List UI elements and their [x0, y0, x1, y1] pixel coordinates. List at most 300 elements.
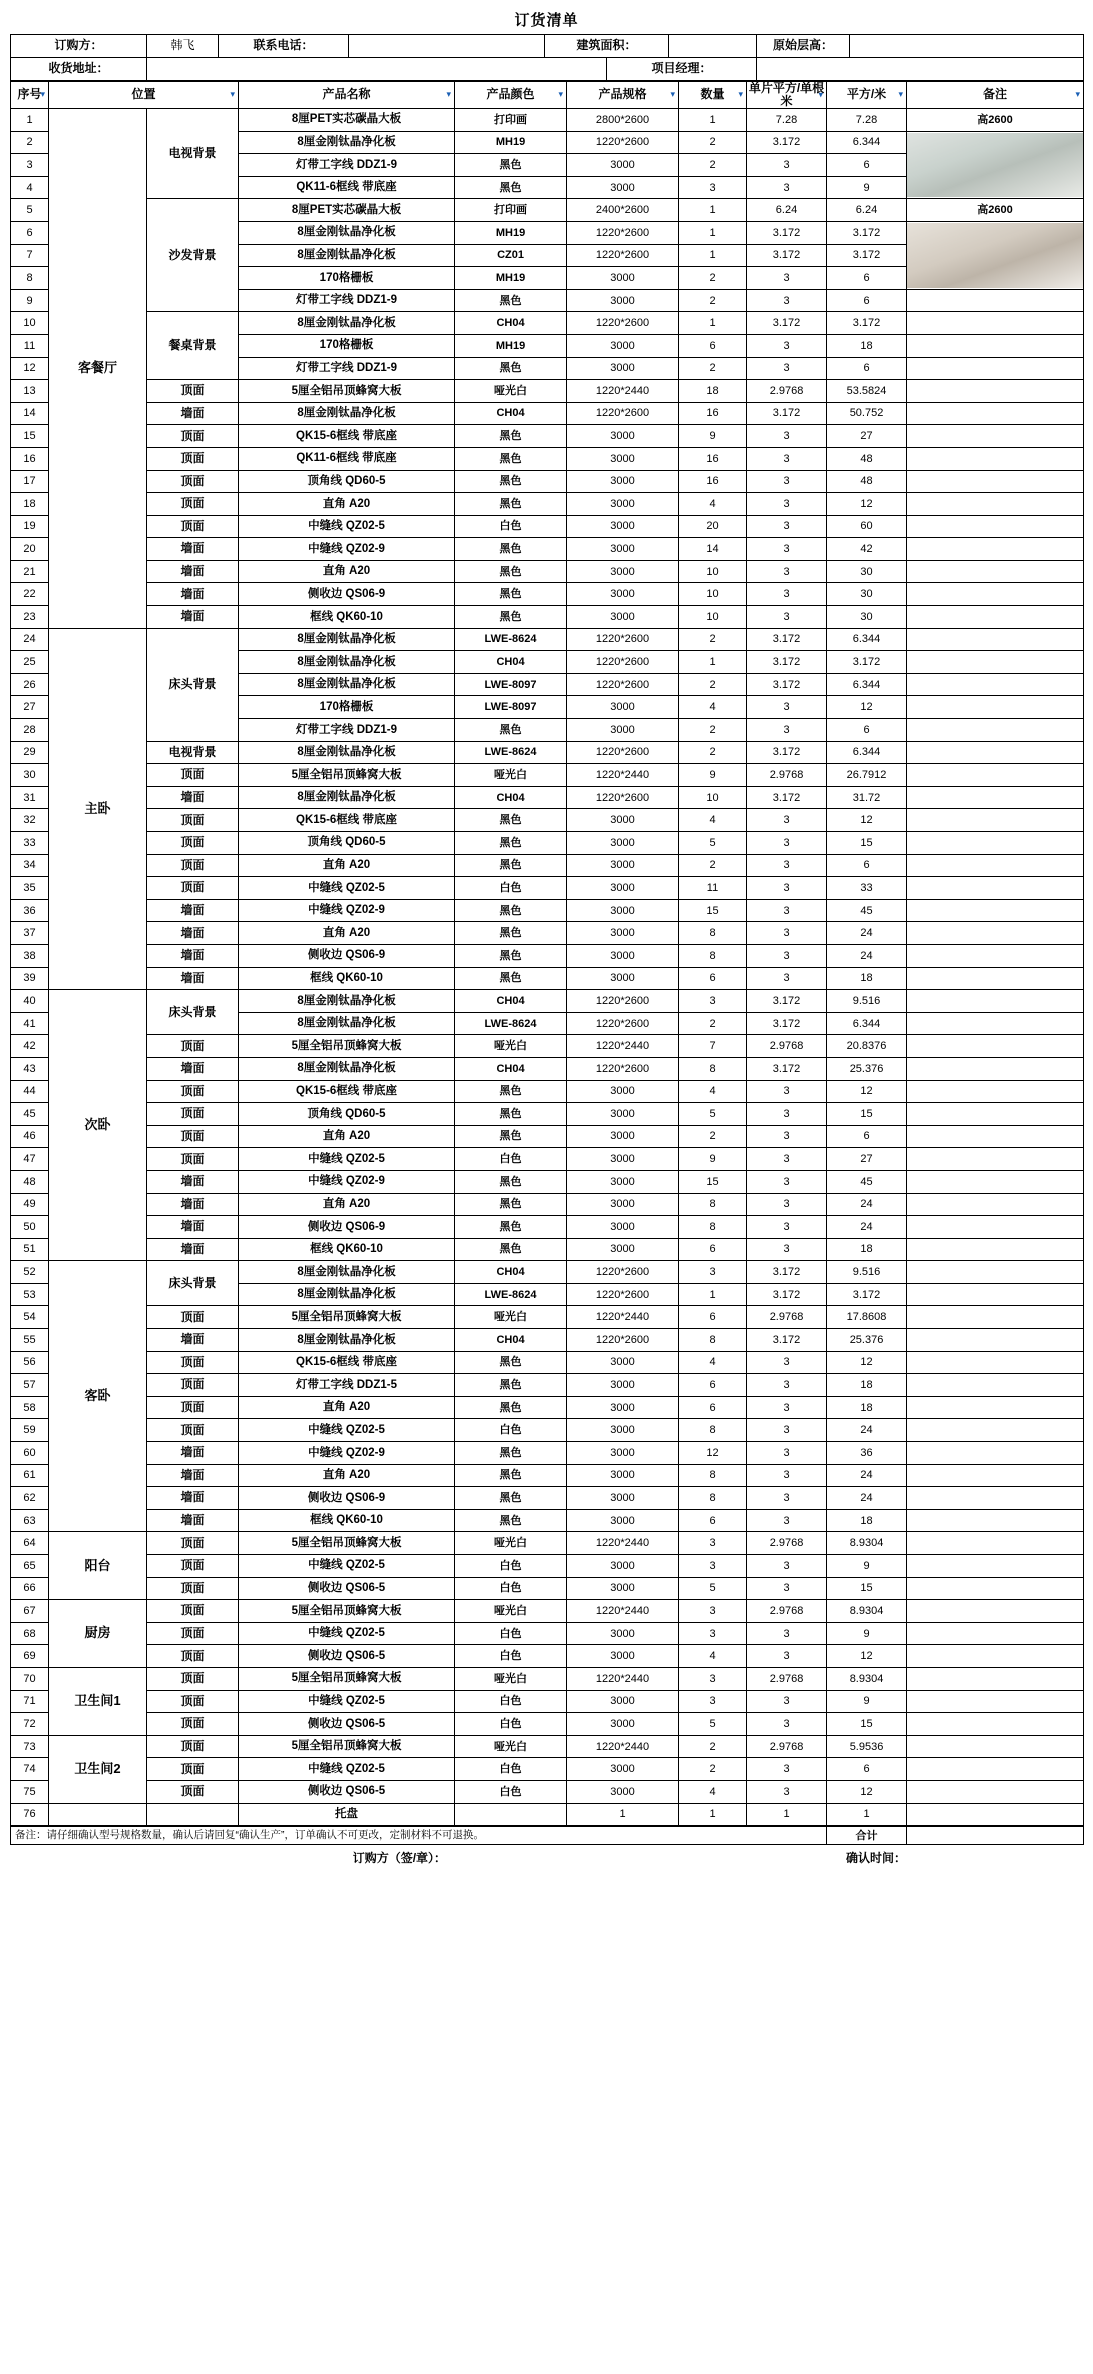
col-total[interactable]: 平方/米 ▾ [827, 82, 907, 109]
cell-color: 白色 [455, 515, 567, 538]
cell-unit-area: 3 [747, 1238, 827, 1261]
cell-color: 白色 [455, 1419, 567, 1442]
table-row[interactable] [11, 402, 1084, 425]
cell-product-name: 顶角线 QD60-5 [239, 832, 455, 855]
cell-color: 黑色 [455, 1170, 567, 1193]
col-product-name[interactable]: 产品名称 ▾ [239, 82, 455, 109]
table-row[interactable] [11, 1193, 1084, 1216]
cell-spec: 3000 [567, 967, 679, 990]
cell-remark [907, 402, 1084, 425]
cell-remark: 高2600 [907, 109, 1084, 132]
cell-remark [907, 1057, 1084, 1080]
cell-total: 9.516 [827, 990, 907, 1013]
table-row[interactable] [11, 1238, 1084, 1261]
table-row[interactable] [11, 1396, 1084, 1419]
cell-unit-area: 3 [747, 696, 827, 719]
cell-no: 27 [11, 696, 49, 719]
table-row[interactable] [11, 1735, 1084, 1758]
cell-no: 17 [11, 470, 49, 493]
cell-qty: 8 [679, 1464, 747, 1487]
cell-no: 4 [11, 176, 49, 199]
cell-unit-area: 6.24 [747, 199, 827, 222]
table-row[interactable] [11, 1758, 1084, 1781]
cell-total: 30 [827, 560, 907, 583]
col-location[interactable]: 位置 ▾ [49, 82, 239, 109]
cell-product-name: 8厘金刚钛晶净化板 [239, 1012, 455, 1035]
cell-area: 次卧 [49, 990, 147, 1261]
cell-total: 17.8608 [827, 1306, 907, 1329]
cell-spec: 1220*2600 [567, 131, 679, 154]
cell-unit-area: 3 [747, 1622, 827, 1645]
cell-product-name: QK15-6框线 带底座 [239, 1080, 455, 1103]
cell-unit-area: 3 [747, 1374, 827, 1397]
cell-total: 24 [827, 1487, 907, 1510]
cell-spec: 1220*2600 [567, 1283, 679, 1306]
cell-qty: 18 [679, 380, 747, 403]
table-row[interactable] [11, 741, 1084, 764]
cell-remark [907, 606, 1084, 629]
table-row[interactable] [11, 1645, 1084, 1668]
cell-remark [907, 1012, 1084, 1035]
table-row[interactable] [11, 380, 1084, 403]
cell-qty: 12 [679, 1442, 747, 1465]
cell-unit-area: 3 [747, 1758, 827, 1781]
table-row[interactable] [11, 854, 1084, 877]
cell-total: 3.172 [827, 312, 907, 335]
cell-spec: 3000 [567, 425, 679, 448]
cell-remark [907, 447, 1084, 470]
cell-unit-area: 3 [747, 854, 827, 877]
cell-color: 黑色 [455, 1351, 567, 1374]
cell-spec: 3000 [567, 1690, 679, 1713]
cell-color: 黑色 [455, 1125, 567, 1148]
area-value[interactable] [669, 35, 757, 58]
cell-spec: 3000 [567, 854, 679, 877]
cell-color: 黑色 [455, 1396, 567, 1419]
cell-color: CZ01 [455, 244, 567, 267]
table-row[interactable] [11, 1667, 1084, 1690]
cell-qty: 11 [679, 877, 747, 900]
cell-product-name: 灯带工字线 DDZ1-9 [239, 719, 455, 742]
cell-remark [907, 1419, 1084, 1442]
cell-zone: 墙面 [147, 402, 239, 425]
cell-remark [907, 990, 1084, 1013]
table-row[interactable] [11, 1351, 1084, 1374]
col-spec[interactable]: 产品规格 ▾ [567, 82, 679, 109]
phone-value[interactable] [349, 35, 545, 58]
manager-value[interactable] [757, 58, 1084, 81]
cell-no: 65 [11, 1555, 49, 1578]
table-row[interactable] [11, 1622, 1084, 1645]
cell-no: 23 [11, 606, 49, 629]
cell-total: 6.344 [827, 628, 907, 651]
table-row[interactable] [11, 1577, 1084, 1600]
table-row[interactable] [11, 538, 1084, 561]
cell-no: 24 [11, 628, 49, 651]
order-header-table [10, 34, 1084, 81]
cell-unit-area: 3 [747, 1193, 827, 1216]
table-row[interactable] [11, 1419, 1084, 1442]
table-row[interactable] [11, 447, 1084, 470]
cell-spec: 1220*2600 [567, 1329, 679, 1352]
cell-spec: 3000 [567, 515, 679, 538]
cell-unit-area: 3 [747, 583, 827, 606]
order-items-table [10, 81, 1084, 1826]
table-row[interactable] [11, 560, 1084, 583]
cell-color: 白色 [455, 1645, 567, 1668]
cell-remark [907, 764, 1084, 787]
cell-product-name: 8厘PET实芯碳晶大板 [239, 199, 455, 222]
table-row[interactable] [11, 470, 1084, 493]
cell-product-name: 中缝线 QZ02-9 [239, 538, 455, 561]
cell-qty: 1 [679, 244, 747, 267]
cell-color: 打印画 [455, 199, 567, 222]
cell-product-name: 8厘金刚钛晶净化板 [239, 221, 455, 244]
cell-zone: 顶面 [147, 493, 239, 516]
cell-no: 42 [11, 1035, 49, 1058]
cell-zone: 顶面 [147, 1080, 239, 1103]
cell-zone: 墙面 [147, 1487, 239, 1510]
cell-spec: 1220*2600 [567, 1057, 679, 1080]
cell-no: 73 [11, 1735, 49, 1758]
cell-spec: 1220*2600 [567, 786, 679, 809]
cell-color: 白色 [455, 1713, 567, 1736]
cell-spec: 3000 [567, 538, 679, 561]
cell-unit-area: 3 [747, 357, 827, 380]
cell-remark [907, 289, 1084, 312]
table-row[interactable] [11, 606, 1084, 629]
cell-spec: 1220*2600 [567, 673, 679, 696]
cell-qty: 9 [679, 1148, 747, 1171]
table-row[interactable] [11, 944, 1084, 967]
cell-qty: 3 [679, 990, 747, 1013]
cell-total: 50.752 [827, 402, 907, 425]
table-row[interactable] [11, 1057, 1084, 1080]
cell-product-name: QK11-6框线 带底座 [239, 176, 455, 199]
cell-spec: 1220*2440 [567, 1735, 679, 1758]
cell-unit-area: 3 [747, 1464, 827, 1487]
cell-unit-area: 2.9768 [747, 1600, 827, 1623]
cell-color: 哑光白 [455, 1735, 567, 1758]
cell-remark [907, 877, 1084, 900]
cell-total: 6 [827, 154, 907, 177]
buyer-label: 订购方： [11, 35, 147, 58]
cell-unit-area: 1 [747, 1803, 827, 1826]
cell-spec: 3000 [567, 493, 679, 516]
cell-total: 12 [827, 809, 907, 832]
cell-remark [907, 1487, 1084, 1510]
cell-product-name: 8厘金刚钛晶净化板 [239, 244, 455, 267]
table-row[interactable] [11, 1103, 1084, 1126]
cell-product-name: 框线 QK60-10 [239, 967, 455, 990]
cell-product-name: 侧收边 QS06-5 [239, 1780, 455, 1803]
cell-spec: 1220*2600 [567, 1261, 679, 1284]
cell-zone: 顶面 [147, 1758, 239, 1781]
cell-spec: 3000 [567, 1080, 679, 1103]
table-row[interactable] [11, 1080, 1084, 1103]
cell-color: 黑色 [455, 922, 567, 945]
cell-spec: 3000 [567, 1645, 679, 1668]
cell-total: 24 [827, 1193, 907, 1216]
cell-color: 黑色 [455, 493, 567, 516]
cell-no: 57 [11, 1374, 49, 1397]
cell-unit-area: 2.9768 [747, 1532, 827, 1555]
table-row[interactable] [11, 877, 1084, 900]
cell-unit-area: 3.172 [747, 786, 827, 809]
cell-total: 8.9304 [827, 1667, 907, 1690]
cell-qty: 8 [679, 1216, 747, 1239]
table-row[interactable] [11, 1600, 1084, 1623]
cell-unit-area: 3 [747, 944, 827, 967]
cell-total: 24 [827, 1216, 907, 1239]
cell-total: 1 [827, 1803, 907, 1826]
cell-spec: 3000 [567, 809, 679, 832]
cell-zone: 墙面 [147, 560, 239, 583]
cell-product-name: 直角 A20 [239, 1396, 455, 1419]
cell-spec: 1 [567, 1803, 679, 1826]
cell-spec: 3000 [567, 1487, 679, 1510]
cell-color: 白色 [455, 1555, 567, 1578]
cell-no: 35 [11, 877, 49, 900]
cell-color: 黑色 [455, 1193, 567, 1216]
cell-qty: 4 [679, 1645, 747, 1668]
cell-qty: 3 [679, 1555, 747, 1578]
buyer-sign-value[interactable] [454, 1845, 826, 1871]
cell-color: 黑色 [455, 1238, 567, 1261]
table-row[interactable] [11, 1442, 1084, 1465]
buyer-value[interactable]: 韩飞 [147, 35, 219, 58]
cell-qty: 8 [679, 922, 747, 945]
cell-remark [907, 1374, 1084, 1397]
col-qty[interactable]: 数量 ▾ [679, 82, 747, 109]
cell-color: LWE-8624 [455, 628, 567, 651]
cell-remark [907, 1442, 1084, 1465]
cell-total: 24 [827, 1419, 907, 1442]
total-label: 合计 [827, 1827, 907, 1845]
table-row[interactable] [11, 1148, 1084, 1171]
cell-unit-area: 3.172 [747, 221, 827, 244]
cell-product-name: 中缝线 QZ02-5 [239, 1690, 455, 1713]
cell-total: 24 [827, 922, 907, 945]
column-header-row [11, 82, 1084, 109]
table-row[interactable] [11, 832, 1084, 855]
table-row[interactable] [11, 1690, 1084, 1713]
total-value [907, 1827, 1084, 1845]
cell-qty: 3 [679, 1690, 747, 1713]
table-row[interactable] [11, 1329, 1084, 1352]
cell-product-name: 侧收边 QS06-5 [239, 1645, 455, 1668]
address-value[interactable] [147, 58, 607, 81]
cell-product-name: 5厘全铝吊顶蜂窝大板 [239, 1306, 455, 1329]
cell-qty: 1 [679, 221, 747, 244]
cell-product-name: 8厘金刚钛晶净化板 [239, 312, 455, 335]
cell-zone: 墙面 [147, 1509, 239, 1532]
cell-unit-area: 3 [747, 334, 827, 357]
table-row[interactable] [11, 1374, 1084, 1397]
cell-no: 50 [11, 1216, 49, 1239]
cell-product-name: 直角 A20 [239, 1125, 455, 1148]
cell-no: 47 [11, 1148, 49, 1171]
cell-zone: 墙面 [147, 583, 239, 606]
cell-no: 43 [11, 1057, 49, 1080]
cell-qty: 10 [679, 583, 747, 606]
cell-color: 黑色 [455, 1216, 567, 1239]
table-row[interactable] [11, 1803, 1084, 1826]
cell-remark [907, 741, 1084, 764]
confirm-time-value[interactable] [906, 1845, 1083, 1871]
table-row[interactable] [11, 1713, 1084, 1736]
col-unit-area[interactable]: 单片平方/单根米 ▾ [747, 82, 827, 109]
cell-unit-area: 3 [747, 176, 827, 199]
cell-unit-area: 3.172 [747, 1329, 827, 1352]
cell-product-name: 侧收边 QS06-9 [239, 1487, 455, 1510]
col-remark[interactable]: 备注 ▾ [907, 82, 1084, 109]
cell-unit-area: 3 [747, 470, 827, 493]
cell-remark [907, 1080, 1084, 1103]
cell-total: 12 [827, 696, 907, 719]
table-row[interactable] [11, 990, 1084, 1013]
cell-remark [907, 1103, 1084, 1126]
cell-unit-area: 3 [747, 447, 827, 470]
table-row[interactable] [11, 809, 1084, 832]
table-row[interactable] [11, 786, 1084, 809]
cell-zone: 墙面 [147, 786, 239, 809]
table-row[interactable] [11, 628, 1084, 651]
cell-no: 67 [11, 1600, 49, 1623]
cell-spec: 1220*2440 [567, 1667, 679, 1690]
cell-remark [907, 538, 1084, 561]
table-row[interactable] [11, 1216, 1084, 1239]
cell-color: 哑光白 [455, 1667, 567, 1690]
cell-zone: 墙面 [147, 922, 239, 945]
cell-remark [907, 1758, 1084, 1781]
table-row[interactable] [11, 199, 1084, 222]
cell-no: 21 [11, 560, 49, 583]
cell-unit-area: 3.172 [747, 402, 827, 425]
table-row[interactable] [11, 1035, 1084, 1058]
cell-spec: 3000 [567, 1216, 679, 1239]
table-row[interactable] [11, 1780, 1084, 1803]
table-row[interactable] [11, 1261, 1084, 1284]
cell-remark [907, 1735, 1084, 1758]
cell-color: 白色 [455, 1622, 567, 1645]
cell-zone: 墙面 [147, 1193, 239, 1216]
table-row[interactable] [11, 1509, 1084, 1532]
col-no[interactable]: 序号 ▾ [11, 82, 49, 109]
table-row[interactable] [11, 1464, 1084, 1487]
height-value[interactable] [850, 35, 1084, 58]
table-row[interactable] [11, 1555, 1084, 1578]
cell-remark [907, 696, 1084, 719]
table-row[interactable] [11, 312, 1084, 335]
footnote-text: 备注：请仔细确认型号规格数量，确认后请回复“确认生产”，订单确认不可更改，定制材料不可退换。 [11, 1827, 827, 1845]
cell-color: 黑色 [455, 176, 567, 199]
cell-spec: 3000 [567, 1442, 679, 1465]
cell-zone: 顶面 [147, 764, 239, 787]
cell-remark [907, 560, 1084, 583]
cell-unit-area: 2.9768 [747, 380, 827, 403]
cell-total: 6.344 [827, 1012, 907, 1035]
cell-product-name: QK15-6框线 带底座 [239, 425, 455, 448]
cell-no: 28 [11, 719, 49, 742]
cell-zone: 墙面 [147, 1057, 239, 1080]
table-row[interactable] [11, 109, 1084, 132]
cell-color: LWE-8624 [455, 1012, 567, 1035]
table-row[interactable] [11, 922, 1084, 945]
cell-unit-area: 3 [747, 1509, 827, 1532]
cell-zone: 顶面 [147, 470, 239, 493]
cell-zone: 顶面 [147, 1035, 239, 1058]
cell-color: 黑色 [455, 154, 567, 177]
cell-product-name: 中缝线 QZ02-9 [239, 1170, 455, 1193]
table-row[interactable] [11, 764, 1084, 787]
cell-no: 49 [11, 1193, 49, 1216]
cell-product-name: 170格栅板 [239, 334, 455, 357]
cell-zone: 顶面 [147, 1306, 239, 1329]
cell-remark [907, 357, 1084, 380]
cell-unit-area: 3.172 [747, 673, 827, 696]
cell-qty: 1 [679, 312, 747, 335]
cell-zone: 墙面 [147, 899, 239, 922]
table-row[interactable] [11, 1306, 1084, 1329]
cell-product-name: 170格栅板 [239, 267, 455, 290]
cell-product-name: 直角 A20 [239, 493, 455, 516]
cell-qty: 6 [679, 1374, 747, 1397]
table-row[interactable] [11, 583, 1084, 606]
cell-color: 哑光白 [455, 1035, 567, 1058]
cell-unit-area: 3 [747, 809, 827, 832]
table-row[interactable] [11, 493, 1084, 516]
cell-remark [907, 854, 1084, 877]
page-title: 订货清单 [514, 11, 579, 29]
cell-qty: 14 [679, 538, 747, 561]
cell-unit-area: 3.172 [747, 1283, 827, 1306]
cell-no: 53 [11, 1283, 49, 1306]
cell-unit-area: 3.172 [747, 628, 827, 651]
table-row[interactable] [11, 1487, 1084, 1510]
cell-zone: 顶面 [147, 1645, 239, 1668]
cell-spec: 3000 [567, 1103, 679, 1126]
table-row[interactable] [11, 899, 1084, 922]
cell-total: 31.72 [827, 786, 907, 809]
cell-product-name: 8厘PET实芯碳晶大板 [239, 109, 455, 132]
cell-no: 18 [11, 493, 49, 516]
cell-area: 卫生间1 [49, 1667, 147, 1735]
cell-qty: 6 [679, 1238, 747, 1261]
table-row[interactable] [11, 967, 1084, 990]
col-color[interactable]: 产品颜色 ▾ [455, 82, 567, 109]
cell-product-name: 顶角线 QD60-5 [239, 470, 455, 493]
cell-color: 白色 [455, 1690, 567, 1713]
cell-qty: 5 [679, 832, 747, 855]
cell-remark [907, 1577, 1084, 1600]
cell-spec: 1220*2600 [567, 402, 679, 425]
table-row[interactable] [11, 1532, 1084, 1555]
cell-qty: 5 [679, 1103, 747, 1126]
cell-zone: 顶面 [147, 1125, 239, 1148]
cell-color: 哑光白 [455, 1306, 567, 1329]
table-row[interactable] [11, 1170, 1084, 1193]
table-row[interactable] [11, 425, 1084, 448]
cell-no: 40 [11, 990, 49, 1013]
cell-unit-area: 3 [747, 719, 827, 742]
cell-unit-area: 2.9768 [747, 1735, 827, 1758]
table-row[interactable] [11, 515, 1084, 538]
cell-unit-area: 3 [747, 289, 827, 312]
table-row[interactable] [11, 1125, 1084, 1148]
cell-unit-area: 3 [747, 1645, 827, 1668]
cell-color: 黑色 [455, 447, 567, 470]
